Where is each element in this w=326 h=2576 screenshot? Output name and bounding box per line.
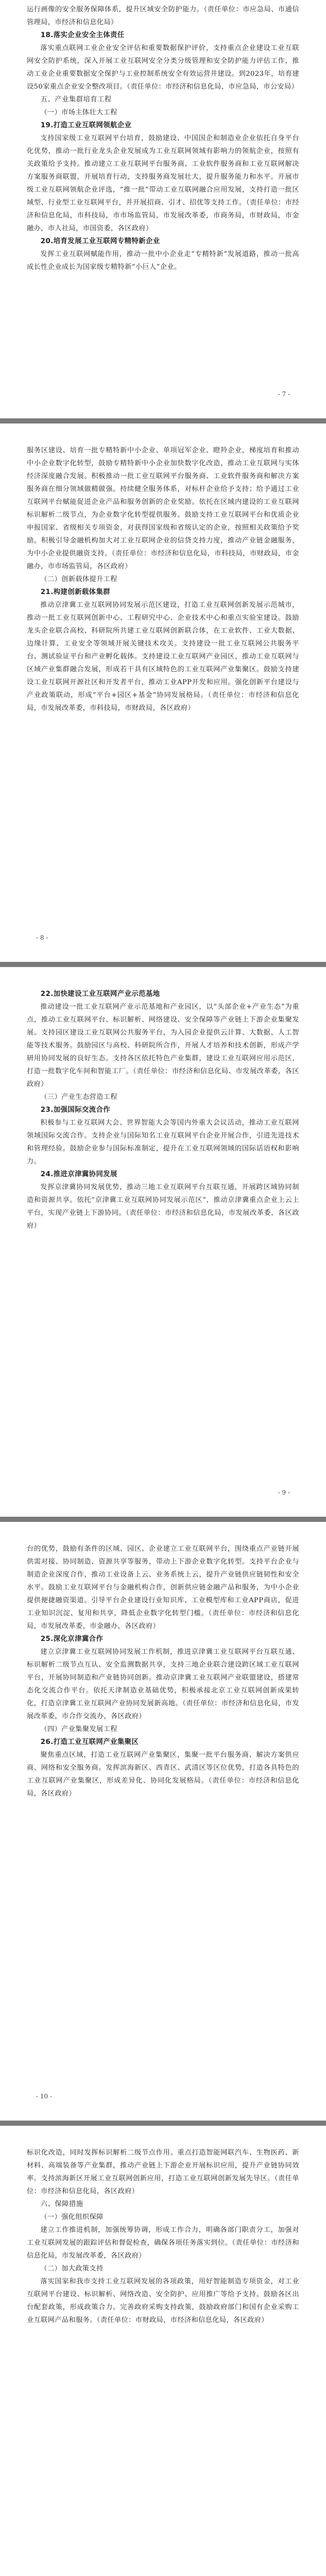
document-page-4 bbox=[0, 1522, 326, 2121]
paragraph: 推动京津冀工业互联网协同发展示范区建设，打造工业互联网创新发展示范城市，推动一批工业互联网创新中心、工程研究中心、企业技术中心和重点实验室建设。鼓励龙头企业联合高校、科研院所共建工业互联网创新联合体，在工业软件、工业大数据、边缘计算、工业安全等领域开展关键技术攻关。支持建设一批工业互联网公共服务平台、测试验证平台和产业孵化载体。支持建设工业互联网产业园区，推动工业互联网与区域产业集群融合发展，形成若干具有区域特色的工业互联网产业集聚区。鼓励支持建设工业互联网开源社区和开发者平台，推动工业APP开发和应用。强化创新平台建设与产业政策联动，形成“平台+园区+基金”协同发展格局。（责任单位：市经济和信息化局，市发展改革委，市科技局，市财政局，各区政府） bbox=[27, 601, 299, 712]
document-page-5 bbox=[0, 2126, 326, 2576]
section-heading: 25.深化京津冀合作 bbox=[40, 1635, 104, 1643]
paragraph: 建立京津冀工业互联网协同发展工作机制，推进京津冀工业互联网平台互联互通、标识解析二级节点互认、安全监测数据共享，支持三地企业联合建设跨区域工业互联网平台，开展协同制造和产业链协同创新。推动京津冀工业互联网产业联盟建设，搭建常态化交流合作平台。依托天津制造业基础优势，积极承接北京工业互联网创新成果转化，打造京津冀工业互联网产业协同发展新高地。（责任单位：市经济和信息化局，市发展改革委，市合作交流办，各区政府） bbox=[27, 1648, 299, 1720]
subsection-heading: （二）加大政策支持 bbox=[40, 2265, 104, 2273]
subsection-heading: （二）创新载体提升工程 bbox=[40, 575, 117, 583]
paragraph: 台的优势，鼓励有条件的区域、园区、企业建立工业互联网平台，围绕重点产业链开展供需对接、协同制造、资源共享等服务，带动上下游企业数字化转型。支持平台企业与制造企业深度合作，推动工业设备上云、业务系统上云，提升产业链供应链韧性和安全水平。鼓励工业互联网平台与金融机构合作，创新供应链金融产品和服务，为中小企业提供便捷融资渠道。引导平台企业建设行业知识库、工业模型库和工业APP商店，促进工业知识沉淀、复用和共享，降低企业数字化转型门槛。（责任单位：市经济和信息化局，市发展改革委，市金融办，各区政府） bbox=[27, 1545, 299, 1630]
page-content bbox=[27, 2146, 299, 2327]
paragraph: 推动建设一批工业互联网产业示范基地和产业园区，以“头部企业+产业生态”为重点，推动工业互联网平台、标识解析、网络建设、安全保障等产业链上下游企业集聚发展。支持园区建设工业互联网公共服务平台，为入园企业提供云计算、大数据、人工智能等技术服务。鼓励园区与高校、科研院所合作，开展人才培养和技术创新，形成产学研用协同发展的良好生态。支持各区依托特色产业集群，建设工业互联网应用示范区，打造一批数字化车间和智能工厂。（责任单位：市经济和信息化局、市发展改革委，各区政府） bbox=[27, 1003, 299, 1088]
section-heading: 26.打造工业互联网产业集聚区 bbox=[40, 1738, 139, 1746]
section-heading: 23.加强国际交流合作 bbox=[40, 1106, 111, 1114]
chapter-heading: 五、产业集群培育工程 bbox=[40, 96, 112, 104]
page-content bbox=[27, 3, 299, 274]
subsection-heading: （三）产业生态营造工程 bbox=[40, 1093, 117, 1101]
page-content bbox=[27, 988, 299, 1232]
paragraph: 标识化改造，同时发挥标识解析二级节点作用。重点打造智能网联汽车、生物医药、新材料、高端装备等产业集群，推动产业链上下游企业开展标识应用，提升产业链协同效率。支持滨海新区开展工业互联网创新应用，打造工业互联网创新发展先导区。（责任单位：市经济和信息化局，各区政府） bbox=[27, 2149, 299, 2195]
paragraph: 发挥京津冀协同发展优势，推动三地工业互联网平台互联互通，开展跨区域协同制造和资源共享。依托“京津冀工业互联网协同发展示范区”，推动京津冀重点企业上云上平台，实现产业链上下游协同。（责任单位：市经济和信息化局，市发展改革委，各区政府） bbox=[27, 1183, 299, 1230]
page-content bbox=[27, 444, 299, 715]
page-number: - 10 - bbox=[36, 2093, 53, 2100]
subsection-heading: （四）产业集聚发展工程 bbox=[40, 1725, 117, 1733]
page-number: - 9 - bbox=[278, 1489, 290, 1496]
document-page-2 bbox=[0, 423, 326, 962]
section-heading: 20.培育发展工业互联网专精特新企业 bbox=[40, 238, 160, 245]
page-number: - 8 - bbox=[36, 934, 48, 941]
paragraph: 建立工作推进机制，加强统筹协调，形成工作合力，明确各部门职责分工，加强对工业互联网发展的跟踪评估和督促检查，确保各项任务落实到位。（责任单位：市经济和信息化局，市发展改革委，各区政府） bbox=[27, 2226, 299, 2260]
paragraph: 支持国家级工业互联网平台培育，鼓励建设、中国国企和制造业企业依托自身平台化优势，推动一批行业龙头企业发展成为工业互联网领域有影响力的领航企业，按照有关政策给予支持。推动建立工业互联网平台服务商、工业软件服务商和工业互联网解决方案服务商联盟，开展培育行动，支持服务商发展壮大，提升服务能力和水平。开展市级工业互联网领航企业评选，“推一批”带动工业互联网融合应用发展，支持打造一批区域型、行业型工业互联网平台，并开展招商、引才、招优等支持工作。（责任单位：市经济和信息化局，市科技局，市市场监管局，市发展改革委，市商务局，市财政局，市金融办，市人社局，市国资委，各区政府） bbox=[27, 134, 299, 232]
chapter-heading: 六、保障措施 bbox=[40, 2200, 83, 2208]
paragraph: 运行画像的安全服务保障体系，提升区域安全防护能力。（责任单位：市应急局、市通信管理局，市经济和信息化局） bbox=[27, 6, 299, 26]
paragraph: 发挥工业互联网赋能作用，推动一批中小企业走“专精特新”发展道路，推动一批高成长性企业成长为国家级专精特新“小巨人”企业。 bbox=[27, 250, 299, 271]
page-content bbox=[27, 1543, 299, 1800]
subsection-heading: （一）市场主体壮大工程 bbox=[40, 109, 117, 116]
section-heading: 18.落实企业安全主体责任 bbox=[40, 31, 125, 39]
paragraph: 积极参与工业互联网大会、世界智能大会等国内外重大会议活动，推动工业互联网领域国际交流合作。支持企业与国际知名工业互联网平台企业开展合作，引进先进技术和管理经验。鼓励企业参与国际标准制定，提升在工业互联网领域的国际话语权和影响力。 bbox=[27, 1119, 299, 1165]
paragraph: 聚焦重点区域，打造工业互联网产业集聚区，集聚一批平台服务商、解决方案供应商、网络和安全服务商。发挥滨海新区、西青区、武清区等区位优势，打造各具特色的工业互联网产业集聚区，形成差异化、协同化发展格局。（责任单位：市经济和信息化局，各区政府） bbox=[27, 1751, 299, 1798]
page-number: - 7 - bbox=[278, 391, 290, 398]
paragraph: 落实重点联网工业企业安全评估和重要数据保护评价，支持重点企业建设工业互联网安全防护系统，深入开展工业互联网安全分类分级管理和安全防护能力评估工作，推动工业企业重要数据安全保护与工业控制系统安全有效运营并建设。到2023年，培育建设50家重点企业安全整改项目。（责任单位：市经济和信息化局，市应急局，市公安局） bbox=[27, 44, 299, 91]
document-page-1 bbox=[0, 0, 326, 418]
section-heading: 19.打造工业互联网领航企业 bbox=[40, 122, 132, 129]
paragraph: 落实国家和我市支持工业互联网发展的各项政策，用好智能制造专项资金，对工业互联网平台建设、标识解析、网络改造、安全防护、应用推广等给予支持。鼓励各区出台配套政策，形成政策合力。完善政府采购支持政策，鼓励政府部门和国有企业采购工业互联网产品和服务。（责任单位：市财政局，市经济和信息化局，各区政府） bbox=[27, 2278, 299, 2324]
section-heading: 22.加快建设工业互联网产业示范基地 bbox=[40, 990, 160, 998]
section-heading: 21.构建创新载体集群 bbox=[40, 588, 111, 596]
section-heading: 24.推进京津冀协同发展 bbox=[40, 1171, 117, 1178]
document-page-3 bbox=[0, 967, 326, 1517]
paragraph: 服务区建设、培育一批专精特新中小企业、单项冠军企业、瞪羚企业，梯度培育和推动中小企业数字化转型，鼓励专精特新中小企业加快数字化改造，推动工业互联网与实体经济深度融合发展。积极推动一批工业互联网平台服务商、工业软件服务商和解决方案服务商在细分领域做精做强。持续健全服务体系，对标杆企业给予支持；给予通过工业互联网平台赋能促进企业产品和服务创新的企业奖励。依托在区域内建设的工业互联网标识解析二级节点，为企业数字化转型提供服务。鼓励支持工业互联网平台和优质企业申报国家、省级相关专项资金，对获得国家级和省级认定的企业，按照相关政策给予奖励。积极引导金融机构加大对工业互联网企业的信贷支持力度，推动产业链金融服务，为中小企业提供融资支持。（责任单位：市经济和信息化局，市科技局，市财政局，市金融办，市市场监管局，各区政府） bbox=[27, 447, 299, 570]
subsection-heading: （一）强化组织保障 bbox=[40, 2213, 104, 2221]
